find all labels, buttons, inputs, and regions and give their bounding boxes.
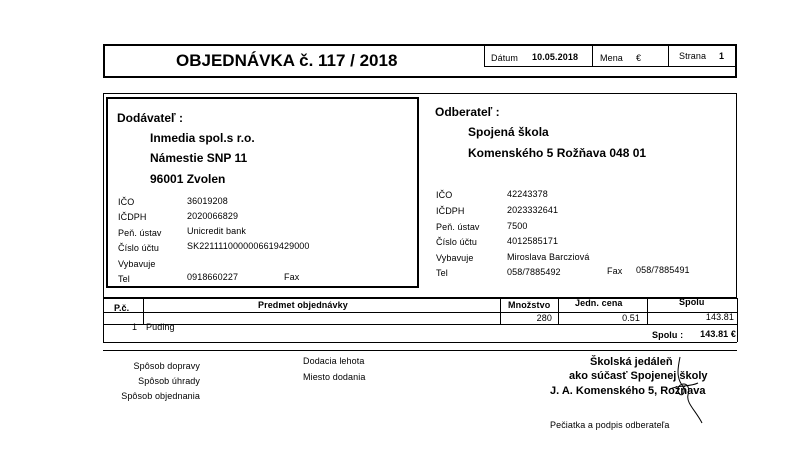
customer-field-label: Vybavuje [436,253,474,263]
table-col-line [647,298,648,324]
supplier-street: Námestie SNP 11 [150,151,248,165]
sum-label: Spolu : [652,330,684,340]
supplier-field-value: 36019208 [187,196,228,206]
cell-unit-price: 0.51 [622,313,640,323]
currency-value: € [636,53,642,63]
transport-label: Spôsob dopravy [133,361,200,371]
supplier-field-label: Vybavuje [118,259,156,269]
sum-value: 143.81 € [700,329,736,339]
delivery-place-label: Miesto dodania [303,372,366,382]
currency-label: Mena [600,53,623,63]
cell-subject: Puding [146,322,175,332]
customer-address: Komenského 5 Rožňava 048 01 [468,146,647,160]
col-header-total: Spolu [679,297,705,307]
header-divider-2 [592,44,593,66]
table-sum-line [103,342,737,343]
customer-field-label: Peň. ústav [436,222,480,232]
supplier-heading: Dodávateľ : [117,111,183,125]
col-header-unit-price: Jedn. cena [575,298,623,308]
table-col-line [143,298,144,324]
delivery-time-label: Dodacia lehota [303,356,365,366]
supplier-field-value: 2020066829 [187,211,239,221]
table-header-line [103,312,737,313]
customer-field-label: Tel [436,268,448,278]
supplier-field-label: IČDPH [118,212,147,222]
table-col-line [737,298,738,342]
table-col-line [103,298,104,342]
cell-total: 143.81 [705,312,734,322]
customer-field-value: 42243378 [507,189,548,199]
header-subline [484,66,737,67]
supplier-field-value: SK2211110000006619429000 [187,241,310,251]
header-divider-3 [668,44,669,66]
stamp-line: ako súčasť Spojenej školy [569,370,708,382]
customer-field-value: 7500 [507,221,528,231]
signature-scribble [640,355,720,427]
cell-qty: 280 [536,313,552,323]
customer-field-label: Číslo účtu [436,237,478,247]
page-value: 1 [719,51,725,61]
table-row-line [103,324,737,325]
customer-field-label: IČDPH [436,206,465,216]
signature-label: Pečiatka a podpis odberateľa [550,420,670,430]
col-header-qty: Množstvo [508,300,551,310]
supplier-city: 96001 Zvolen [150,172,226,186]
stamp-line: J. A. Komenského 5, Rožňava [550,385,706,397]
supplier-field-value: 0918660227 [187,272,239,282]
page-label: Strana [679,51,707,61]
supplier-field-value: Unicredit bank [187,226,246,236]
customer-fax-label: Fax [607,266,623,276]
customer-name: Spojená škola [468,125,549,139]
supplier-field-label: IČO [118,197,135,207]
date-label: Dátum [491,53,519,63]
customer-field-value: 4012585171 [507,236,559,246]
supplier-field-label: Tel [118,274,130,284]
cell-num: 1 [132,322,138,332]
customer-heading: Odberateľ : [435,105,500,119]
customer-field-value: 058/7885492 [507,267,561,277]
col-header-subject: Predmet objednávky [258,300,348,310]
supplier-field-label: Číslo účtu [118,243,160,253]
date-value: 10.05.2018 [532,52,579,62]
payment-label: Spôsob úhrady [138,376,200,386]
col-header-num: P.č. [114,303,130,313]
footer-top-line [103,350,737,351]
supplier-name: Inmedia spol.s r.o. [150,131,255,145]
customer-field-label: IČO [436,190,453,200]
customer-field-value: 2023332641 [507,205,559,215]
supplier-field-label: Peň. ústav [118,228,162,238]
stamp-line: Školská jedáleň [590,356,673,368]
order-title: OBJEDNÁVKA č. 117 / 2018 [176,51,398,70]
customer-field-value: Miroslava Barcziová [507,252,590,262]
supplier-fax-label: Fax [284,272,300,282]
header-divider-1 [484,44,485,66]
table-top-line [103,298,737,299]
table-col-line [558,298,559,324]
order-method-label: Spôsob objednania [121,391,200,401]
customer-fax-value: 058/7885491 [636,265,690,275]
